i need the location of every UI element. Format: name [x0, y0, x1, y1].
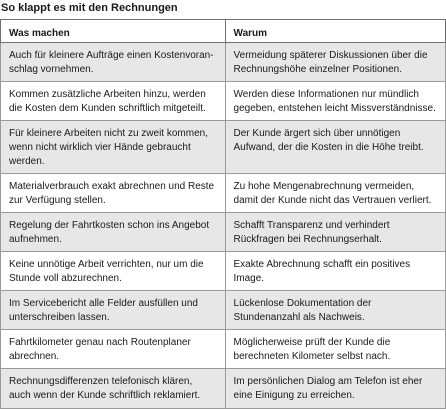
table-row — [1, 252, 446, 291]
table-row — [1, 369, 446, 409]
cell-what: Für kleinere Arbeiten nicht zu zweit kommen, wenn nicht wirklich vier Hände gebraucht werden. — [1, 121, 226, 174]
cell-why: Schafft Transparenz und verhindert Rückfragen bei Rechnungserhalt. — [225, 213, 445, 252]
header-what: Was machen — [1, 20, 226, 43]
table-row — [1, 174, 446, 213]
cell-what: Kommen zusätzliche Arbeiten hinzu, werden die Kosten dem Kunden schriftlich mitgeteilt. — [1, 82, 226, 121]
cell-why: Der Kunde ärgert sich über unnötigen Aufwand, der die Kosten in die Höhe treibt. — [225, 121, 445, 174]
table-row — [1, 330, 446, 369]
header-why: Warum — [225, 20, 445, 43]
cell-why: Lückenlose Dokumentation der Stundenanzahl als Nachweis. — [225, 291, 445, 330]
invoice-tips-table — [0, 19, 446, 409]
cell-what: Materialverbrauch exakt abrechnen und Reste zur Verfügung stellen. — [1, 174, 226, 213]
cell-why: Exakte Abrechnung schafft ein positives Image. — [225, 252, 445, 291]
table-row — [1, 121, 446, 174]
table-row — [1, 291, 446, 330]
table-row — [1, 82, 446, 121]
cell-what: Regelung der Fahrtkosten schon ins Angebot aufnehmen. — [1, 213, 226, 252]
table-header-row — [1, 20, 446, 43]
table-row — [1, 43, 446, 82]
page-title: So klappt es mit den Rechnungen — [1, 2, 178, 14]
cell-what: Auch für kleinere Aufträge einen Kostenvoran-schlag vornehmen. — [1, 43, 226, 82]
cell-what: Im Servicebericht alle Felder ausfüllen und unterschreiben lassen. — [1, 291, 226, 330]
cell-why: Vermeidung späterer Diskussionen über die Rechnungshöhe einzelner Positionen. — [225, 43, 445, 82]
cell-what: Rechnungsdifferenzen telefonisch klären, auch wenn der Kunde schriftlich reklamiert. — [1, 369, 226, 409]
cell-why: Möglicherweise prüft der Kunde die berechneten Kilometer selbst nach. — [225, 330, 445, 369]
cell-what: Keine unnötige Arbeit verrichten, nur um die Stunde voll abzurechnen. — [1, 252, 226, 291]
table-row — [1, 213, 446, 252]
cell-why: Zu hohe Mengenabrechnung vermeiden, damit der Kunde nicht das Vertrauen verliert. — [225, 174, 445, 213]
cell-why: Im persönlichen Dialog am Telefon ist eher eine Einigung zu erreichen. — [225, 369, 445, 409]
cell-what: Fahrtkilometer genau nach Routenplaner abrechnen. — [1, 330, 226, 369]
cell-why: Werden diese Informationen nur mündlich gegeben, entstehen leicht Missverständnisse. — [225, 82, 445, 121]
